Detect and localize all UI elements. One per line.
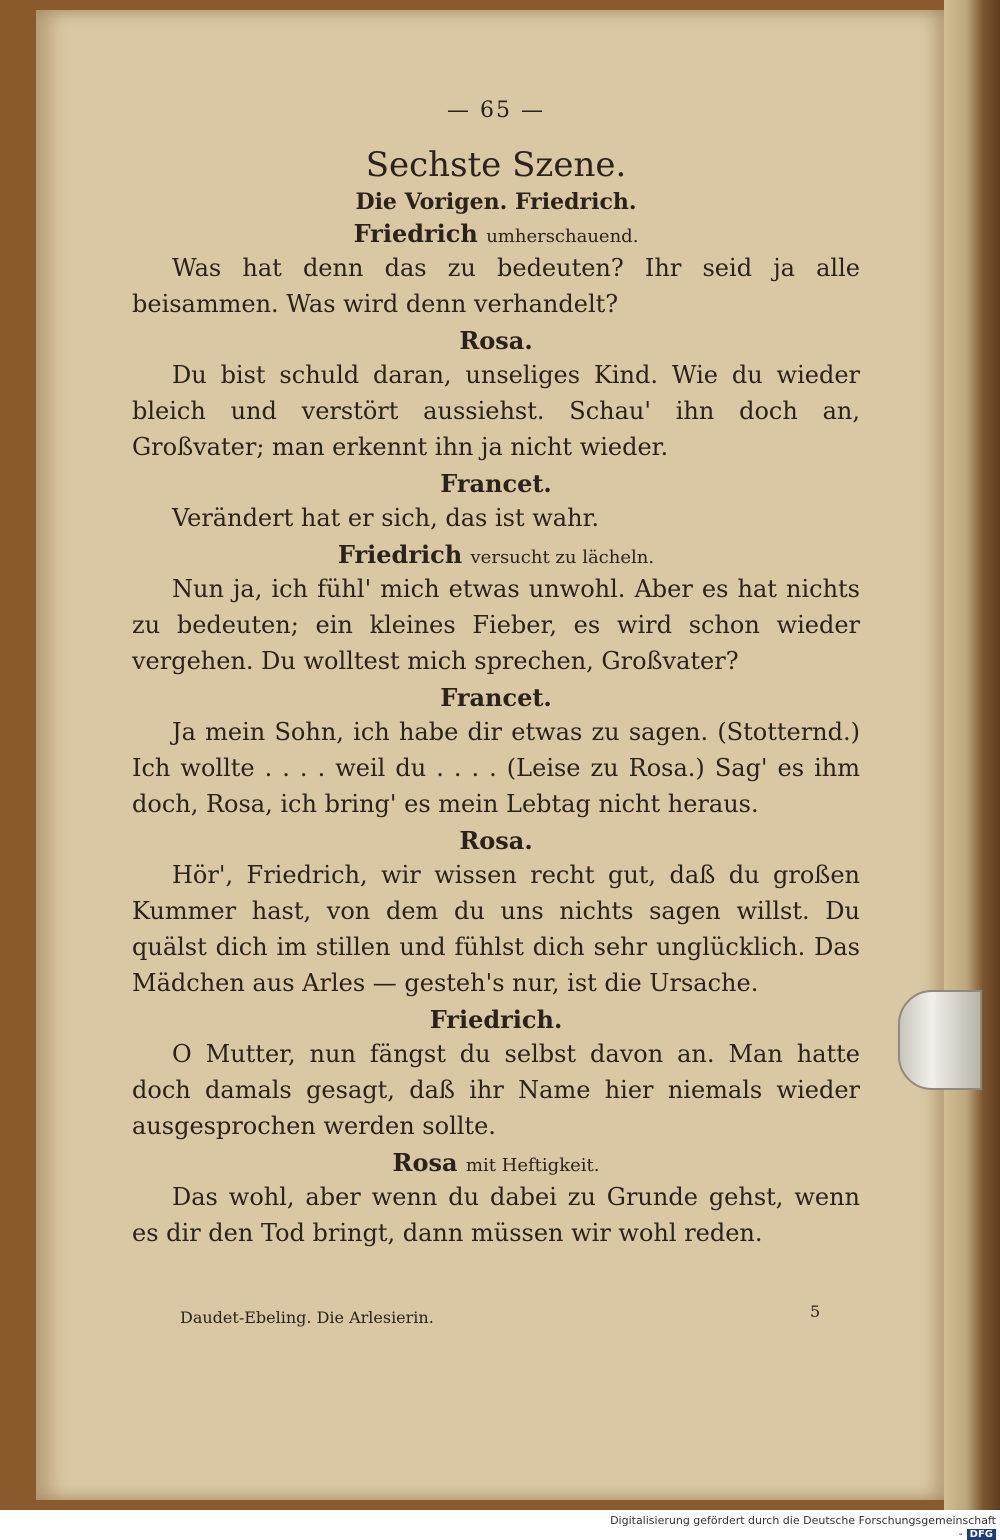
- scene-title: Sechste Szene.: [365, 145, 627, 185]
- page-footer: [180, 1302, 840, 1327]
- speech-text: Nun ja, ich fühl' mich etwas unwohl. Aber es hat nichts zu bedeuten; ein kleines Fieber, es wird schon wieder vergehen. Du wolltest mich sprechen, Großvater?: [132, 575, 860, 675]
- dialogue-block: [132, 826, 860, 1001]
- credit-text: Digitalisierung gefördert durch die Deutsche Forschungsgemeinschaft -: [610, 1514, 996, 1540]
- speech-text: Verändert hat er sich, das ist wahr.: [172, 504, 600, 532]
- speaker-line: [132, 1148, 860, 1177]
- page-content: [132, 98, 860, 1251]
- speech-text: Du bist schuld daran, unseliges Kind. Wie du wieder bleich und verstört aussiehst. Schau' ihn doch an, Großvater; man erkennt ihn ja nicht wieder.: [132, 361, 860, 461]
- dialogue-block: [132, 1005, 860, 1144]
- speaker-name: Friedrich: [337, 540, 463, 569]
- speech-text: O Mutter, nun fängst du selbst davon an. Man hatte doch damals gesagt, daß ihr Name hier niemals wieder ausgesprochen werden sollte.: [132, 1040, 860, 1140]
- speech-text: Was hat denn das zu bedeuten? Ihr seid ja alle beisammen. Was wird denn verhandelt?: [132, 254, 860, 318]
- dialogue-block: [132, 469, 860, 536]
- speech-text: Hör', Friedrich, wir wissen recht gut, daß du großen Kummer hast, von dem du uns nichts sagen willst. Du quälst dich im stillen und fühlst dich sehr unglücklich. Das Mädchen aus Arles — gesteh's nur, ist die Ursache.: [132, 861, 860, 997]
- dialogue-block: [132, 1148, 860, 1251]
- speaker-name: Rosa.: [459, 826, 533, 855]
- dfg-logo: DFG: [967, 1529, 996, 1540]
- speaker-line: [132, 469, 860, 498]
- speech-text: Das wohl, aber wenn du dabei zu Grunde gehst, wenn es dir den Tod bringt, dann müssen wir wohl reden.: [132, 1183, 860, 1247]
- speaker-name: Rosa.: [459, 326, 533, 355]
- speaker-name: Friedrich.: [429, 1005, 563, 1034]
- speaker-line: [132, 540, 860, 569]
- speaker-name: Friedrich: [353, 219, 478, 248]
- dialogue-block: [132, 683, 860, 822]
- speaker-name: Francet.: [440, 469, 552, 498]
- characters-line: Die Vorigen. Friedrich.: [355, 189, 637, 215]
- stage-direction: versucht zu lächeln.: [470, 547, 655, 568]
- speaker-line: [132, 326, 860, 355]
- stage-direction: umherschauend.: [486, 226, 639, 247]
- speaker-line: [132, 826, 860, 855]
- speech-text: Ja mein Sohn, ich habe dir etwas zu sagen. (Stotternd.) Ich wollte . . . . weil du . . . . (Leise zu Rosa.) Sag' es ihm doch, Rosa, ich bring' es mein Lebtag nicht heraus.: [132, 718, 860, 818]
- stage-direction: mit Heftigkeit.: [465, 1155, 600, 1176]
- speaker-name: Francet.: [440, 683, 552, 712]
- speaker-line: [132, 219, 860, 248]
- speaker-line: [132, 683, 860, 712]
- footer-book-title: Daudet-Ebeling. Die Arlesierin.: [180, 1308, 434, 1327]
- page-edge: [944, 0, 1000, 1510]
- dialogue-block: [132, 326, 860, 465]
- digitization-credit: [606, 1514, 996, 1540]
- speaker-line: [132, 1005, 860, 1034]
- speaker-name: Rosa: [392, 1148, 458, 1177]
- page-number: — 65 —: [447, 98, 545, 123]
- dialogue-block: [132, 219, 860, 322]
- signature-mark: 5: [810, 1302, 821, 1321]
- dialogue-block: [132, 540, 860, 679]
- page-clip: [898, 990, 982, 1090]
